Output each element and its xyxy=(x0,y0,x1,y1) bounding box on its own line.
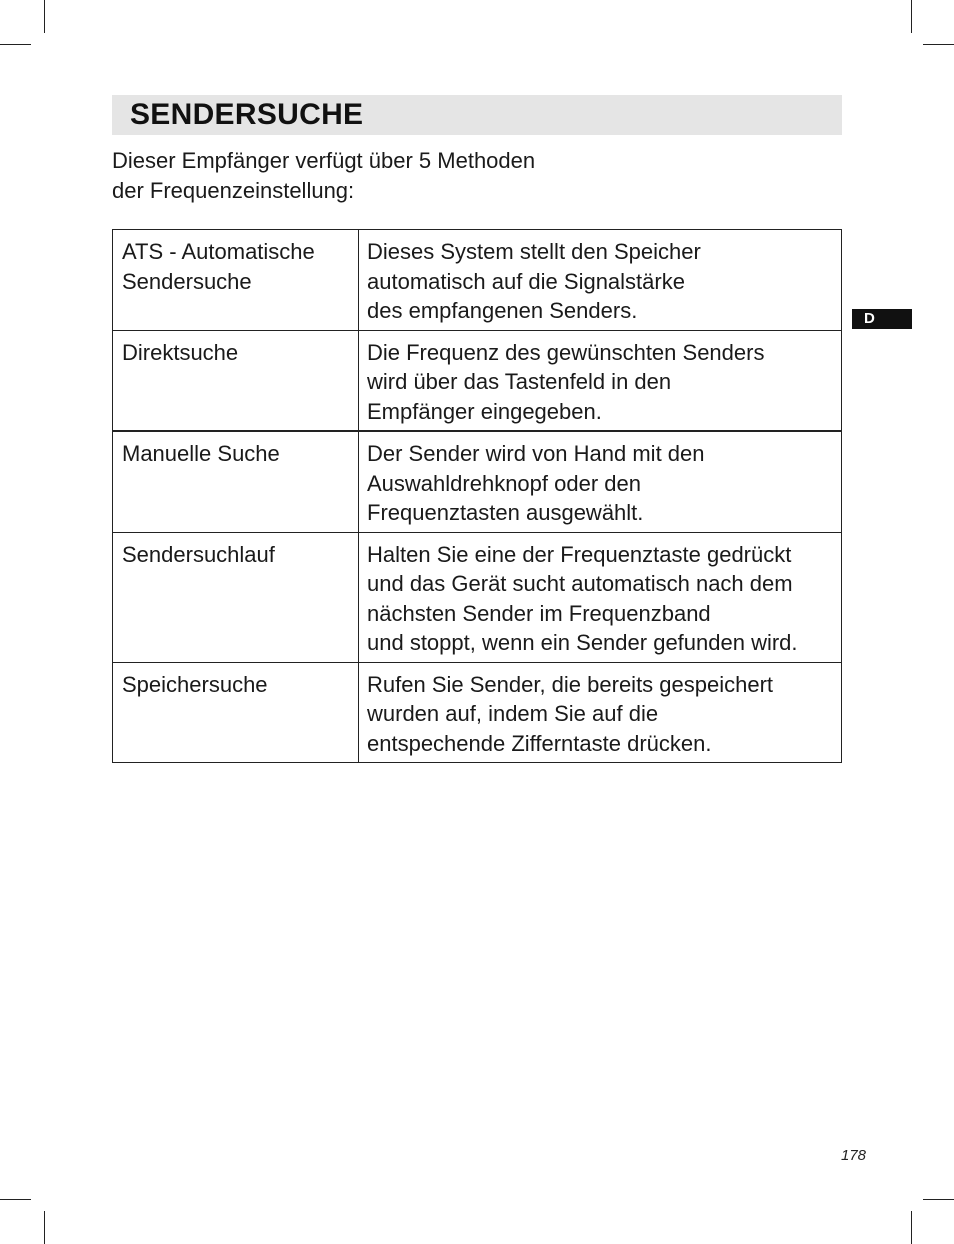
method-name-line: Sendersuche xyxy=(122,268,252,294)
crop-mark xyxy=(923,44,954,45)
description-line: und stoppt, wenn ein Sender gefunden wird. xyxy=(367,630,798,655)
description-line: Frequenztasten ausgewählt. xyxy=(367,500,644,525)
description-line: und das Gerät sucht automatisch nach dem xyxy=(367,571,793,596)
intro-line: der Frequenzeinstellung: xyxy=(112,177,355,203)
description-line: wurden auf, indem Sie auf die xyxy=(367,701,659,726)
description-line: automatisch auf die Signalstärke xyxy=(367,268,685,294)
method-name xyxy=(113,330,359,431)
crop-mark xyxy=(44,0,45,33)
crop-mark xyxy=(911,1211,912,1244)
crop-mark xyxy=(923,1199,954,1200)
method-name-line: Sendersuchlauf xyxy=(122,541,275,567)
crop-mark xyxy=(44,1211,45,1244)
method-name xyxy=(113,662,359,763)
description-line: Empfänger eingegeben. xyxy=(367,398,602,424)
method-description xyxy=(359,330,842,431)
description-line: Die Frequenz des gewünschten Senders xyxy=(367,339,765,365)
method-name-line: Manuelle Suche xyxy=(122,441,280,466)
description-line: wird über das Tastenfeld in den xyxy=(367,369,672,394)
method-description xyxy=(359,431,842,532)
language-tab: D xyxy=(852,309,912,329)
crop-mark xyxy=(0,44,31,45)
table-row xyxy=(113,431,842,532)
section-title: SENDERSUCHE xyxy=(130,98,364,131)
method-description xyxy=(359,532,842,662)
method-name xyxy=(113,532,359,662)
crop-mark xyxy=(0,1199,31,1200)
intro-paragraph xyxy=(112,146,672,205)
description-line: Rufen Sie Sender, die bereits gespeichert xyxy=(367,671,774,697)
description-line: Auswahldrehknopf oder den xyxy=(367,470,641,496)
description-line: des empfangenen Senders. xyxy=(367,298,638,323)
description-line: nächsten Sender im Frequenzband xyxy=(367,600,711,626)
description-line: Dieses System stellt den Speicher xyxy=(367,239,701,264)
table-row xyxy=(113,330,842,431)
table-row xyxy=(113,662,842,763)
method-name xyxy=(113,230,359,331)
method-name-line: Speichersuche xyxy=(122,671,268,697)
description-line: Der Sender wird von Hand mit den xyxy=(367,441,705,466)
page-number: 178 xyxy=(841,1147,867,1164)
crop-mark xyxy=(911,0,912,33)
table-row xyxy=(113,532,842,662)
method-description xyxy=(359,662,842,763)
method-name-line: ATS - Automatische xyxy=(122,239,315,264)
methods-table xyxy=(112,229,842,763)
table-row xyxy=(113,230,842,331)
method-description xyxy=(359,230,842,331)
intro-line: Dieser Empfänger verfügt über 5 Methoden xyxy=(112,148,536,173)
method-name xyxy=(113,431,359,532)
description-line: entspechende Zifferntaste drücken. xyxy=(367,730,712,756)
section-heading-bar xyxy=(112,95,842,135)
description-line: Halten Sie eine der Frequenztaste gedrückt xyxy=(367,541,792,567)
method-name-line: Direktsuche xyxy=(122,339,239,365)
